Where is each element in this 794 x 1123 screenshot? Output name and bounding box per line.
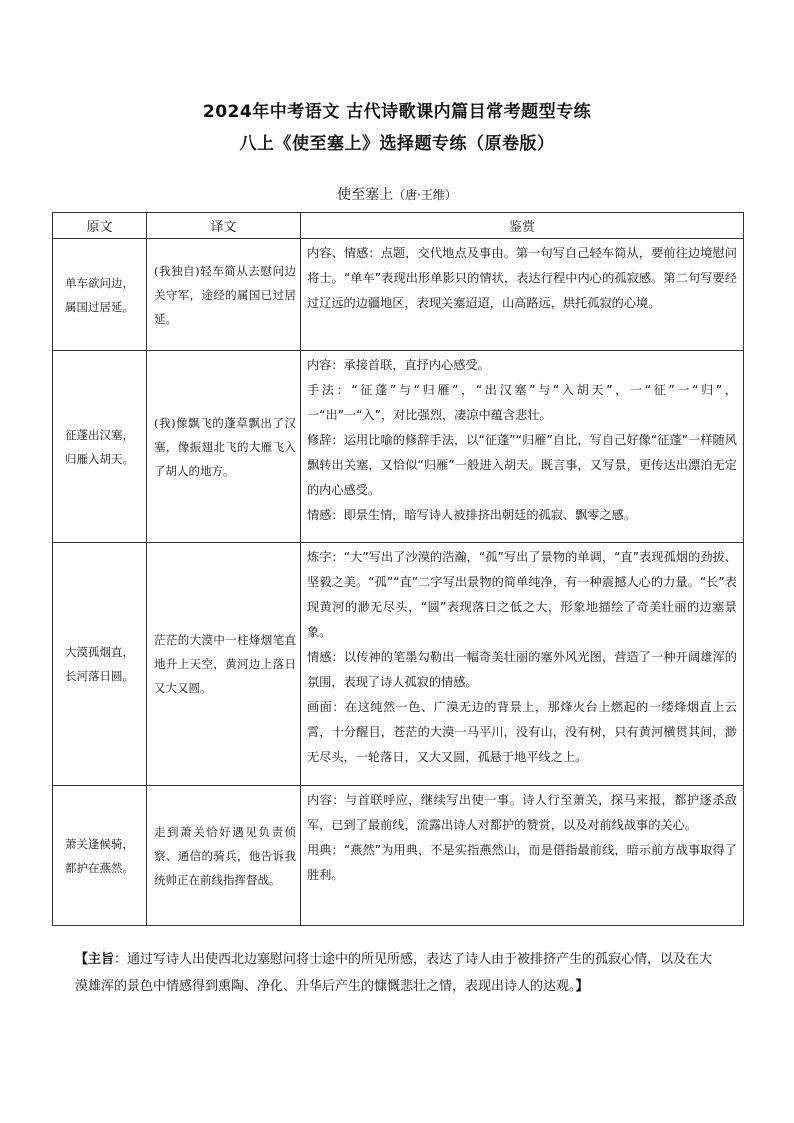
original-line: 长河落日圆。 xyxy=(65,669,134,683)
appreciation-paragraph: 内容：承接首联，直抒内心感受。 xyxy=(307,358,490,372)
summary-close: 】 xyxy=(575,979,589,994)
table-row xyxy=(53,239,744,351)
summary-text: 通过写诗人出使西北边塞慰问将士途中的所见所感，表达了诗人由于被排挤产生的孤寂心情，以及在大漠雄浑的景色中情感得到熏陶、净化、升华后产生的慷慨悲壮之情，表现出诗人的达观。 xyxy=(75,952,713,994)
original-cell xyxy=(53,543,147,786)
translation-cell: (我)像飘飞的蓬草飘出了汉塞，像振翅北飞的大雁飞入了胡人的地方。 xyxy=(147,351,301,543)
header-translation: 译文 xyxy=(147,213,301,239)
document-title-line2: 八上《使至塞上》选择题专练（原卷版） xyxy=(239,134,555,154)
appreciation-cell xyxy=(301,786,744,926)
translation-cell: 茫茫的大漠中一柱烽烟笔直地升上天空，黄河边上落日又大又圆。 xyxy=(147,543,301,786)
poem-title: 使至塞上 xyxy=(337,187,394,203)
original-cell xyxy=(53,239,147,351)
translation-cell: (我独自)轻车简从去慰问边关守军，途经的属国已过居延。 xyxy=(147,239,301,351)
original-line: 大漠孤烟直， xyxy=(65,645,134,659)
original-cell xyxy=(53,786,147,926)
appreciation-paragraph: 情感：即景生情，暗写诗人被排挤出朝廷的孤寂、飘零之感。 xyxy=(307,508,637,522)
appreciation-paragraph: 情感：以传神的笔墨勾勒出一幅奇美壮丽的塞外风光图，营造了一种开阔雄浑的氛围，表现了诗人孤寂的情感。 xyxy=(307,650,737,689)
appreciation-cell xyxy=(301,239,744,351)
table-row xyxy=(53,543,744,786)
original-line: 归雁入胡天。 xyxy=(65,451,134,466)
poem-author: （唐·王维） xyxy=(393,188,457,202)
appreciation-paragraph: 修辞：运用比喻的修辞手法，以“征蓬”“归雁”自比，写自己好像“征蓬”一样随风飘转出关塞，又恰似“归雁”一般进入胡天。既言事，又写景，更传达出漂泊无定的内心感受。 xyxy=(307,433,737,497)
original-cell xyxy=(53,351,147,543)
appreciation-paragraph: 画面：在这纯然一色、广漠无边的背景上，那烽火台上燃起的一缕烽烟直上云霄，十分醒目，苍茫的大漠一马平川，没有山，没有树，只有黄河横贯其间，渺无尽头，一轮落日，又大又圆，孤悬于地平线之上。 xyxy=(307,700,737,764)
table-row xyxy=(53,786,744,926)
header-original: 原文 xyxy=(53,213,147,239)
table-header-row xyxy=(53,213,744,239)
original-line: 属国过居延。 xyxy=(65,299,134,314)
poem-caption xyxy=(0,184,794,204)
header-appreciation: 鉴赏 xyxy=(301,213,744,239)
appreciation-paragraph: 内容、情感：点题，交代地点及事由。第一句写自己轻车简从，要前往边境慰问将士。“单车”表现出形单影只的情状，表达行程中内心的孤寂感。第二句写要经过辽远的边疆地区，表现关塞迢迢，山高路远，烘托孤寂的心境。 xyxy=(307,246,737,310)
poem-analysis-table xyxy=(52,212,744,926)
original-line: 征蓬出汉塞， xyxy=(65,427,134,442)
theme-summary xyxy=(75,946,725,1000)
appreciation-paragraph: 炼字：“大”写出了沙漠的浩瀚，“孤”写出了景物的单调，“直”表现孤烟的劲拔、坚毅之美。“孤”“直”二字写出景物的简单纯净，有一种震撼人心的力量。“长”表现黄河的渺无尽头，“圆”表现落日之低之大，形象地描绘了奇美壮丽的边塞景象。 xyxy=(307,550,737,639)
summary-label: 【主旨 xyxy=(75,952,115,967)
appreciation-paragraph: 用典：“燕然”为用典，不是实指燕然山，而是借指最前线，暗示前方战事取得了胜利。 xyxy=(307,843,737,882)
appreciation-paragraph: 手法：“征蓬”与“归雁”，“出汉塞”与“入胡天”，一“征”一“归”，一“出”一“入”，对比强烈，凄凉中蕴含悲壮。 xyxy=(307,383,737,422)
appreciation-cell xyxy=(301,351,744,543)
appreciation-cell xyxy=(301,543,744,786)
document-title-line1: 2024年中考语文 古代诗歌课内篇目常考题型专练 xyxy=(202,102,592,122)
table-row xyxy=(53,351,744,543)
translation-cell: 走到萧关恰好遇见负责侦察、通信的骑兵，他告诉我统帅正在前线指挥督战。 xyxy=(147,786,301,926)
original-line: 萧关逢候骑， xyxy=(65,836,134,851)
appreciation-paragraph: 内容：与首联呼应，继续写出使一事。诗人行至萧关，探马来报，都护逐杀敌军，已到了最前线，流露出诗人对都护的赞赏，以及对前线战事的关心。 xyxy=(307,793,737,832)
summary-colon: ： xyxy=(114,952,128,967)
original-line: 都护在燕然。 xyxy=(65,860,134,875)
original-line: 单车欲问边， xyxy=(65,275,134,290)
